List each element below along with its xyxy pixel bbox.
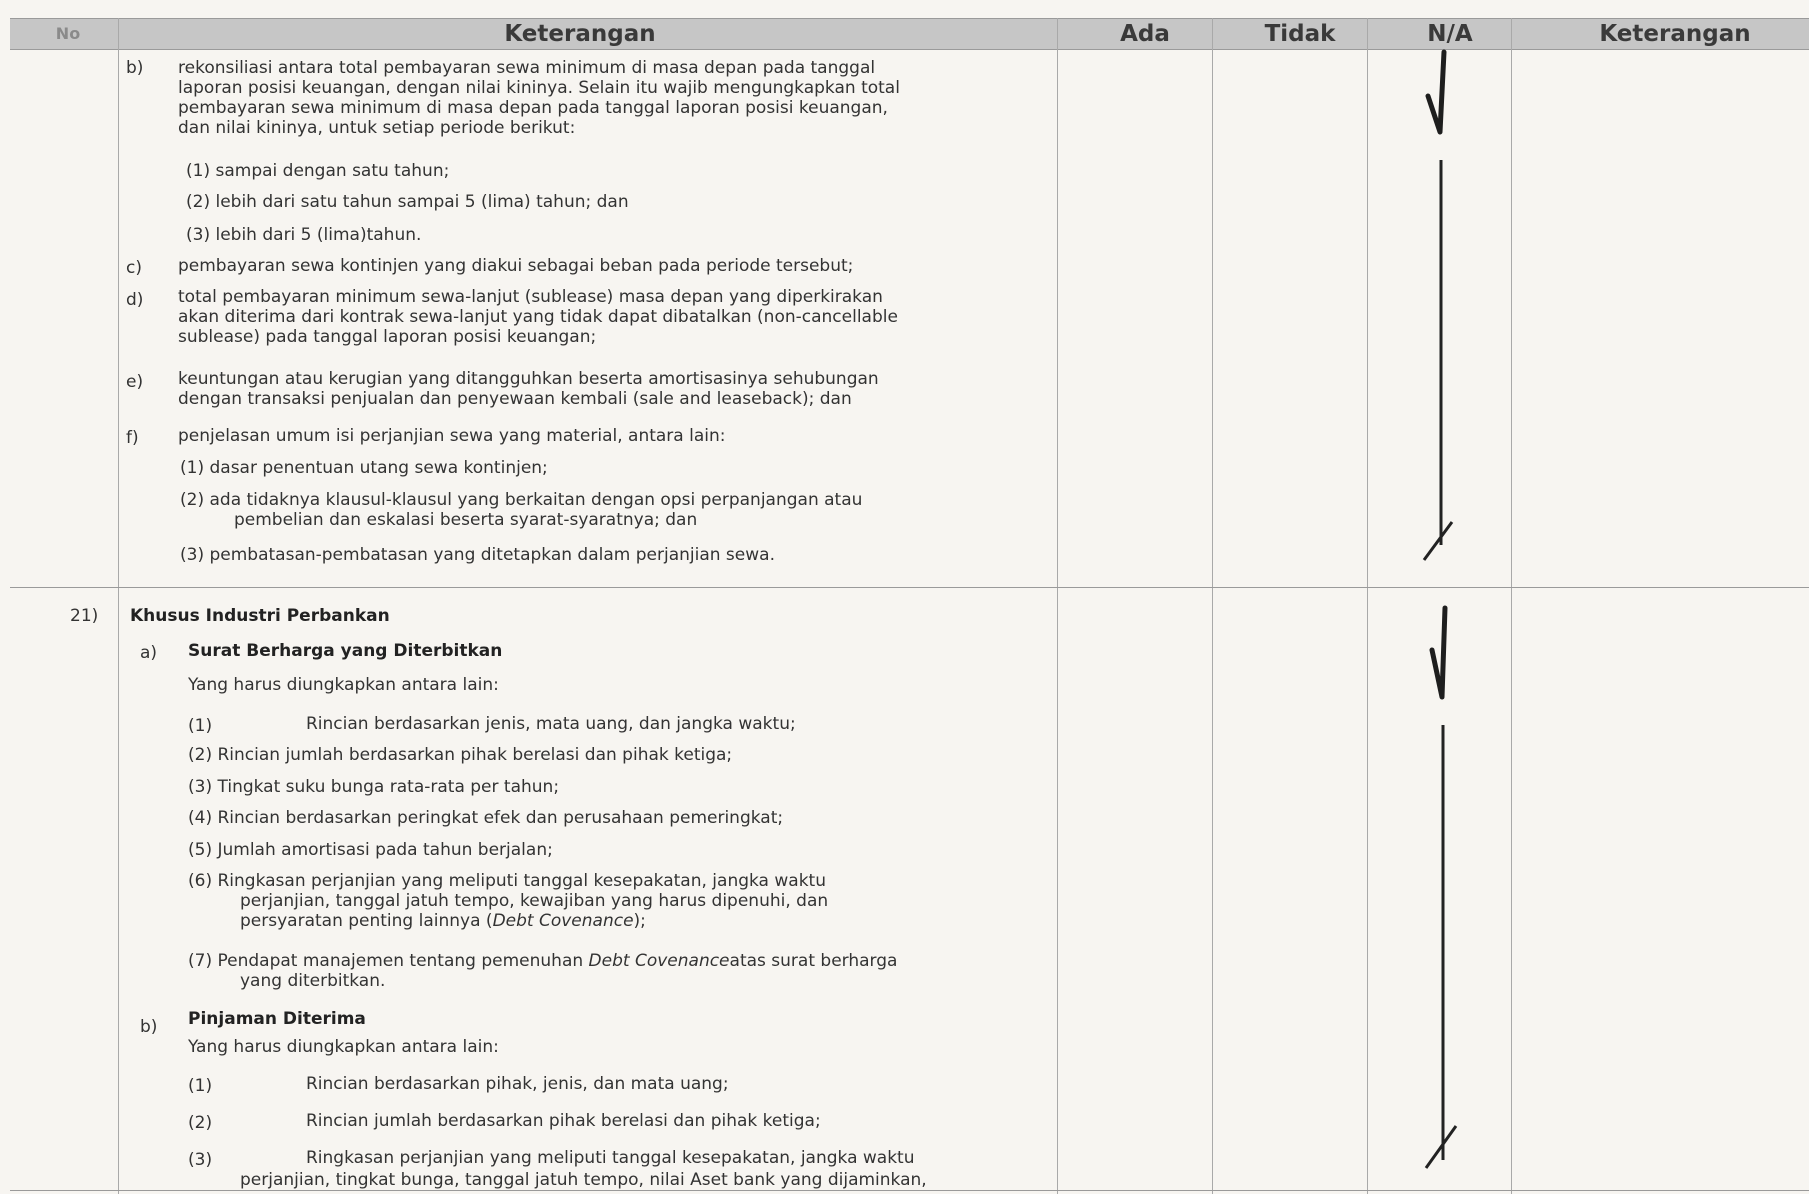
intro-text: Yang harus diungkapkan antara lain: bbox=[188, 1037, 499, 1057]
list-item: (5) Jumlah amortisasi pada tahun berjalan; bbox=[188, 840, 553, 860]
checkmark-icon bbox=[1432, 608, 1445, 697]
list-item: (3) Tingkat suku bunga rata-rata per tahun; bbox=[188, 777, 560, 797]
header-keterangan-2: Keterangan bbox=[1599, 21, 1751, 47]
list-number: (1) bbox=[188, 716, 213, 736]
checkmark-icon bbox=[1428, 52, 1444, 132]
text-span: persyaratan penting lainnya ( bbox=[240, 911, 493, 931]
header-na: N/A bbox=[1427, 21, 1473, 47]
list-item: (1) sampai dengan satu tahun; bbox=[186, 161, 450, 181]
text-line: rekonsiliasi antara total pembayaran sewa minimum di masa depan pada tanggal bbox=[178, 58, 876, 78]
list-item: (3) pembatasan-pembatasan yang ditetapkan dalam perjanjian sewa. bbox=[180, 545, 775, 565]
list-item: (2) Rincian jumlah berdasarkan pihak berelasi dan pihak ketiga; bbox=[188, 745, 733, 765]
intro-text: Yang harus diungkapkan antara lain: bbox=[188, 675, 499, 695]
item-label-a: a) bbox=[140, 643, 158, 663]
na-slash-mark bbox=[1426, 1126, 1456, 1168]
item-label-f: f) bbox=[126, 428, 139, 448]
list-item: Rincian berdasarkan pihak, jenis, dan mata uang; bbox=[306, 1074, 729, 1094]
debt-covenance-term: Debt Covenance bbox=[492, 911, 634, 931]
text-span: (7) Pendapat manajemen tentang pemenuhan bbox=[188, 951, 589, 971]
item-label-d: d) bbox=[126, 290, 144, 310]
list-item-cont: perjanjian, tingkat bunga, tanggal jatuh tempo, nilai Aset bank yang dijaminkan, bbox=[240, 1170, 927, 1190]
list-number: (3) bbox=[188, 1150, 213, 1170]
text-line: laporan posisi keuangan, dengan nilai kininya. Selain itu wajib mengungkapkan total bbox=[178, 78, 900, 98]
subsection-title: Surat Berharga yang Diterbitkan bbox=[188, 641, 503, 661]
header-ada: Ada bbox=[1120, 21, 1170, 47]
text-line: dan nilai kininya, untuk setiap periode berikut: bbox=[178, 118, 576, 138]
list-item: Ringkasan perjanjian yang meliputi tanggal kesepakatan, jangka waktu bbox=[306, 1148, 915, 1168]
text-span: ); bbox=[633, 911, 646, 931]
text-line: total pembayaran minimum sewa-lanjut (sublease) masa depan yang diperkirakan bbox=[178, 287, 883, 307]
list-item-cont: pembelian dan eskalasi beserta syarat-syaratnya; dan bbox=[234, 510, 698, 530]
row-number: 21) bbox=[70, 606, 99, 626]
text-line: keuntungan atau kerugian yang ditangguhkan beserta amortisasinya sehubungan bbox=[178, 369, 879, 389]
item-label-e: e) bbox=[126, 372, 144, 392]
list-item: (2) ada tidaknya klausul-klausul yang berkaitan dengan opsi perpanjangan atau bbox=[180, 490, 863, 510]
na-slash-mark bbox=[1424, 522, 1452, 560]
debt-covenance-term: Debt Covenance bbox=[588, 951, 730, 971]
section-title: Khusus Industri Perbankan bbox=[130, 606, 390, 626]
list-item: Rincian berdasarkan jenis, mata uang, dan jangka waktu; bbox=[306, 714, 796, 734]
text-span: atas surat berharga bbox=[729, 951, 898, 971]
list-number: (2) bbox=[188, 1113, 213, 1133]
list-item: (1) dasar penentuan utang sewa kontinjen; bbox=[180, 458, 548, 478]
text-line: sublease) pada tanggal laporan posisi keuangan; bbox=[178, 327, 597, 347]
text-line: pembayaran sewa minimum di masa depan pada tanggal laporan posisi keuangan, bbox=[178, 98, 888, 118]
item-label-c: c) bbox=[126, 258, 142, 278]
item-label-b: b) bbox=[140, 1017, 158, 1037]
item-label-b: b) bbox=[126, 58, 144, 78]
text-line: akan diterima dari kontrak sewa-lanjut yang tidak dapat dibatalkan (non-cancellable bbox=[178, 307, 898, 327]
list-item-cont: yang diterbitkan. bbox=[240, 971, 386, 991]
list-item-cont: perjanjian, tanggal jatuh tempo, kewajiban yang harus dipenuhi, dan bbox=[240, 891, 829, 911]
subsection-title: Pinjaman Diterima bbox=[188, 1009, 366, 1029]
header-no: No bbox=[55, 24, 81, 43]
text-line: dengan transaksi penjualan dan penyewaan kembali (sale and leaseback); dan bbox=[178, 389, 852, 409]
list-item: (3) lebih dari 5 (lima)tahun. bbox=[186, 225, 422, 245]
list-item: Rincian jumlah berdasarkan pihak berelasi dan pihak ketiga; bbox=[306, 1111, 821, 1131]
list-item: (2) lebih dari satu tahun sampai 5 (lima) tahun; dan bbox=[186, 192, 629, 212]
list-number: (1) bbox=[188, 1076, 213, 1096]
text-line: pembayaran sewa kontinjen yang diakui sebagai beban pada periode tersebut; bbox=[178, 256, 854, 276]
text-line: penjelasan umum isi perjanjian sewa yang material, antara lain: bbox=[178, 426, 726, 446]
header-keterangan: Keterangan bbox=[504, 21, 656, 47]
list-item: (6) Ringkasan perjanjian yang meliputi tanggal kesepakatan, jangka waktu bbox=[188, 871, 826, 891]
header-tidak: Tidak bbox=[1264, 21, 1336, 47]
list-item: (4) Rincian berdasarkan peringkat efek dan perusahaan pemeringkat; bbox=[188, 808, 784, 828]
